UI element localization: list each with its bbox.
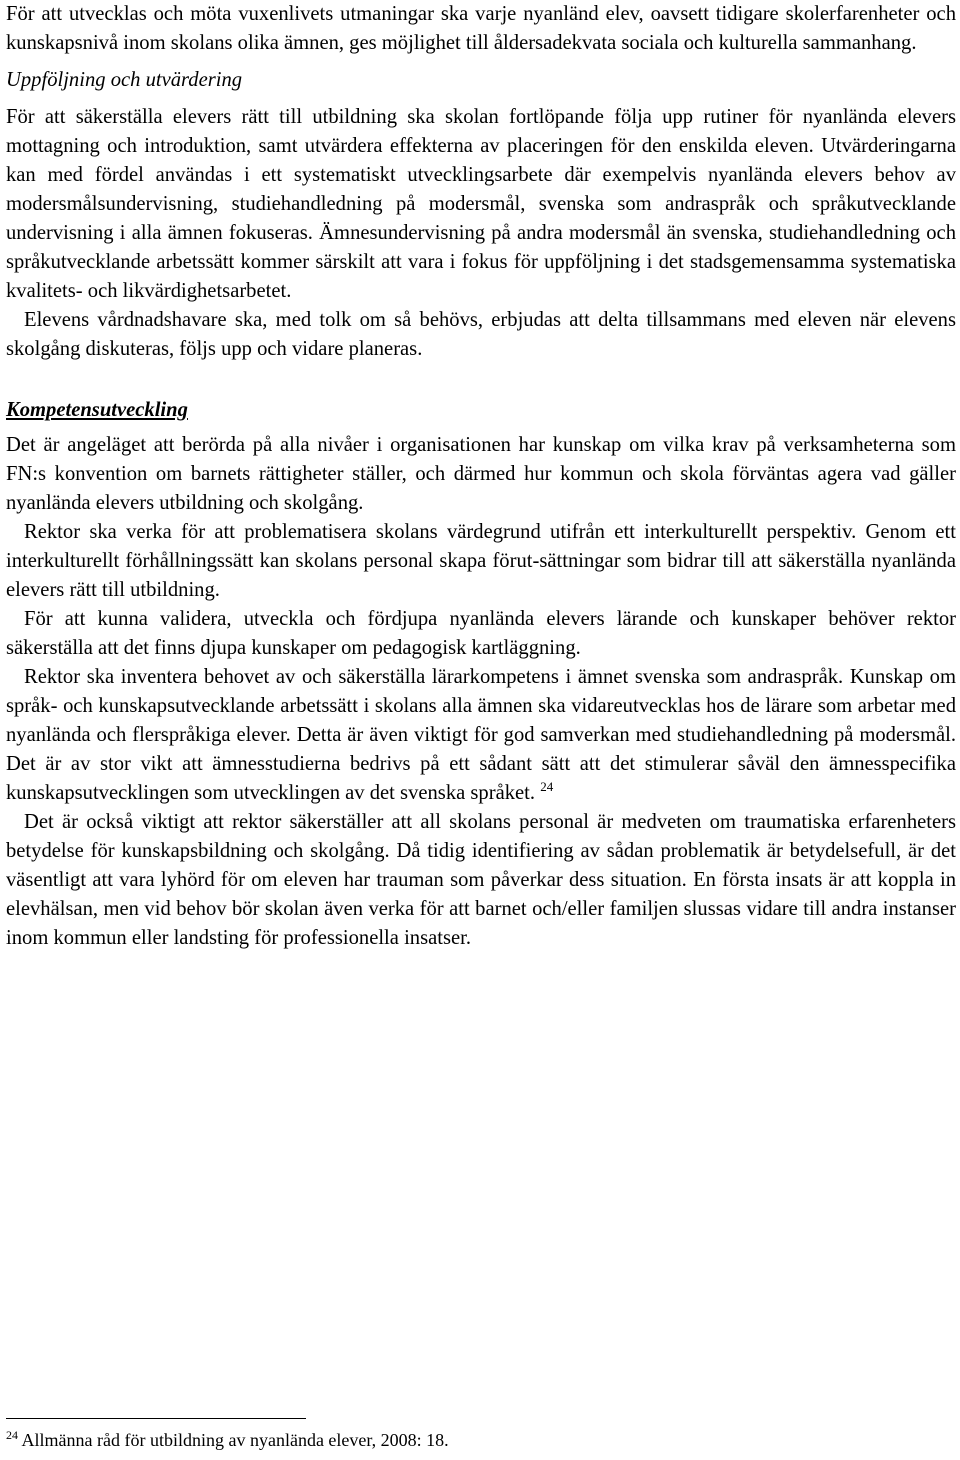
competence-paragraph-4-text: Rektor ska inventera behovet av och säkerställa lärarkompetens i ämnet svenska som andraspråk. Kunskap om språk- och kunskapsutvecklande arbetssätt i skolans alla ämnen ska vidareutvecklas hos de lärare som arbetar med nyanlända och flerspråkiga elever. Detta är även viktigt för god samverkan med studiehandledning på modersmål. Det är av stor vikt att ämnesstudierna bedrivs på ett sådant sätt att det stimulerar såväl den ämnesspecifika kunskapsutvecklingen som utvecklingen av det svenska språket. — [6, 666, 956, 804]
competence-paragraph-1: Det är angeläget att berörda på alla nivåer i organisationen har kunskap om vilka krav på verksamheterna som FN:s konvention om barnets rättigheter ställer, och därmed hur kommun och skola förväntas agera vad gäller nyanlända elevers utbildning och skolgång. — [6, 434, 956, 514]
footnote-number: 24 — [6, 1428, 18, 1442]
section-heading-competence: Kompetensutveckling — [6, 399, 188, 421]
follow-up-paragraph-1: För att säkerställa elevers rätt till utbildning ska skolan fortlöpande följa upp rutiner för nyanlända elevers mottagning och introduktion, samt utvärdera effekterna av placeringen för den enskilda eleven. Utvärderingarna kan med fördel användas i ett systematiskt utvecklingsarbete där exempelvis nyanlända elevers behov av modersmålsundervisning, studiehandledning på modersmål, svenska som andraspråk och språkutvecklande undervisning i alla ämnen fokuseras. Ämnesundervisning på andra modersmål än svenska, studiehandledning och språkutvecklande arbetssätt kommer särskilt att vara i fokus för uppföljning i det stadsgemensamma systematiska kvalitets- och likvärdighetsarbetet. — [6, 106, 956, 302]
intro-paragraph: För att utvecklas och möta vuxenlivets utmaningar ska varje nyanländ elev, oavsett tidigare skolerfarenheter och kunskapsnivå inom skolans olika ämnen, ges möjlighet till åldersadekvata sociala och kulturella sammanhang. — [6, 3, 956, 54]
section-heading-follow-up: Uppföljning och utvärdering — [6, 69, 243, 91]
document-page — [6, 0, 956, 953]
competence-paragraph-5: Det är också viktigt att rektor säkerställer att all skolans personal är medveten om traumatiska erfarenheters betydelse för kunskapsbildning och skolgång. Då tidig identifiering av sådan problematik är betydelsefull, är det väsentligt att vara lyhörd för om eleven har trauman som påverkar dess situation. En första insats är att koppla in elevhälsan, men vid behov bör skolan även verka för att barnet och/eller familjen slussas vidare till andra instanser inom kommun eller landsting för professionella insatser. — [6, 811, 956, 949]
competence-paragraph-4 — [6, 663, 956, 808]
footnote-divider — [6, 1418, 306, 1419]
footnote-reference[interactable]: 24 — [540, 779, 554, 794]
competence-paragraph-3: För att kunna validera, utveckla och fördjupa nyanlända elevers lärande och kunskaper behöver rektor säkerställa att det finns djupa kunskaper om pedagogisk kartläggning. — [6, 608, 956, 659]
competence-paragraph-2: Rektor ska verka för att problematisera skolans värdegrund utifrån ett interkulturellt perspektiv. Genom ett interkulturellt förhållningssätt kan skolans personal skapa förut-sättningar som bidrar till att säkerställa nyanlända elevers rätt till utbildning. — [6, 521, 956, 601]
footnote — [6, 1427, 946, 1453]
footnote-text: Allmänna råd för utbildning av nyanlända elever, 2008: 18. — [21, 1430, 449, 1450]
follow-up-paragraph-2: Elevens vårdnadshavare ska, med tolk om så behövs, erbjudas att delta tillsammans med eleven när elevens skolgång diskuteras, följs upp och vidare planeras. — [6, 309, 956, 360]
